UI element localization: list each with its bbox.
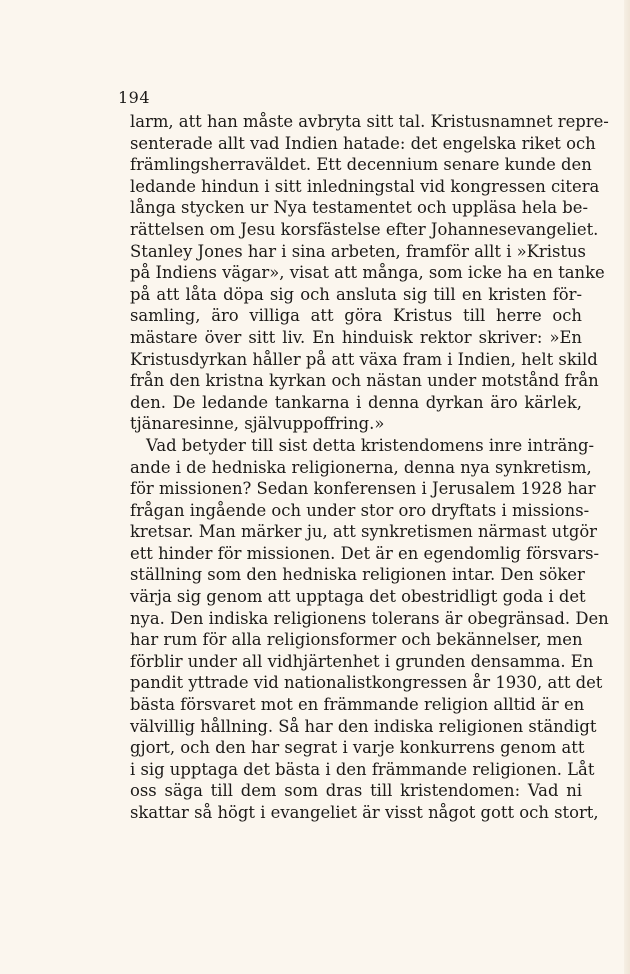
text-line: har rum för alla religionsformer och bekännelser, men — [130, 630, 583, 650]
text-line: pandit yttrade vid nationalistkongressen år 1930, att det — [130, 673, 603, 693]
text-line: främlingsherraväldet. Ett decennium senare kunde den — [130, 155, 592, 175]
text-line: ledande hindun i sitt inledningstal vid kongressen citera — [130, 176, 600, 196]
text-line: på Indiens vägar», visat att många, som icke ha en tanke — [130, 263, 605, 283]
text-line: kretsar. Man märker ju, att synkretismen närmast utgör — [130, 522, 598, 542]
text-line: värja sig genom att upptaga det obestridligt goda i det — [130, 587, 586, 607]
text-line: samling, äro villiga att göra Kristus till herre och — [130, 306, 582, 326]
body-text — [130, 111, 609, 824]
text-line: från den kristna kyrkan och nästan under motstånd från — [130, 371, 599, 391]
text-line: ande i de hedniska religionerna, denna nya synkretism, — [130, 457, 592, 477]
text-line: ställning som den hedniska religionen intar. Den söker — [130, 565, 585, 585]
text-line: i sig upptaga det bästa i den främmande religionen. Låt — [130, 759, 595, 779]
text-line: mästare över sitt liv. En hinduisk rektor skriver: »En — [130, 327, 582, 347]
text-line: bästa försvaret mot en främmande religion alltid är en — [130, 695, 585, 715]
text-line: oss säga till dem som dras till kristendomen: Vad ni — [130, 781, 582, 801]
paragraph-start-line: Vad betyder till sist detta kristendomens inre inträng- — [146, 435, 594, 455]
text-line: ett hinder för missionen. Det är en egendomlig försvars- — [130, 543, 600, 563]
text-line: för missionen? Sedan konferensen i Jerusalem 1928 har — [130, 479, 596, 499]
text-line: nya. Den indiska religionens tolerans är obegränsad. Den — [130, 608, 609, 628]
text-line: gjort, och den har segrat i varje konkurrens genom att — [130, 738, 585, 758]
paragraph-end-line: tjänaresinne, självuppoffring.» — [130, 414, 385, 434]
text-line: på att låta döpa sig och ansluta sig till en kristen för- — [130, 284, 582, 304]
text-line: långa stycken ur Nya testamentet och uppläsa hela be- — [130, 198, 588, 218]
text-line: skattar så högt i evangeliet är visst något gott och stort, — [130, 803, 599, 822]
text-line: Kristusdyrkan håller på att växa fram i Indien, helt skild — [130, 349, 598, 369]
text-line: förblir under all vidhjärtenhet i grunden densamma. En — [130, 651, 594, 671]
text-line: välvillig hållning. Så har den indiska religionen ständigt — [130, 716, 597, 736]
text-line: rättelsen om Jesu korsfästelse efter Johannesevangeliet. — [130, 219, 599, 239]
page-edge — [624, 0, 630, 974]
text-line: Stanley Jones har i sina arbeten, framför allt i »Kristus — [130, 241, 586, 261]
text-line: senterade allt vad Indien hatade: det engelska riket och — [130, 133, 596, 153]
text-line: den. De ledande tankarna i denna dyrkan äro kärlek, — [130, 392, 582, 412]
page-number: 194 — [118, 88, 151, 107]
text-line: larm, att han måste avbryta sitt tal. Kristusnamnet repre- — [130, 112, 609, 131]
text-line: frågan ingående och under stor oro dryftats i missions- — [130, 500, 590, 520]
